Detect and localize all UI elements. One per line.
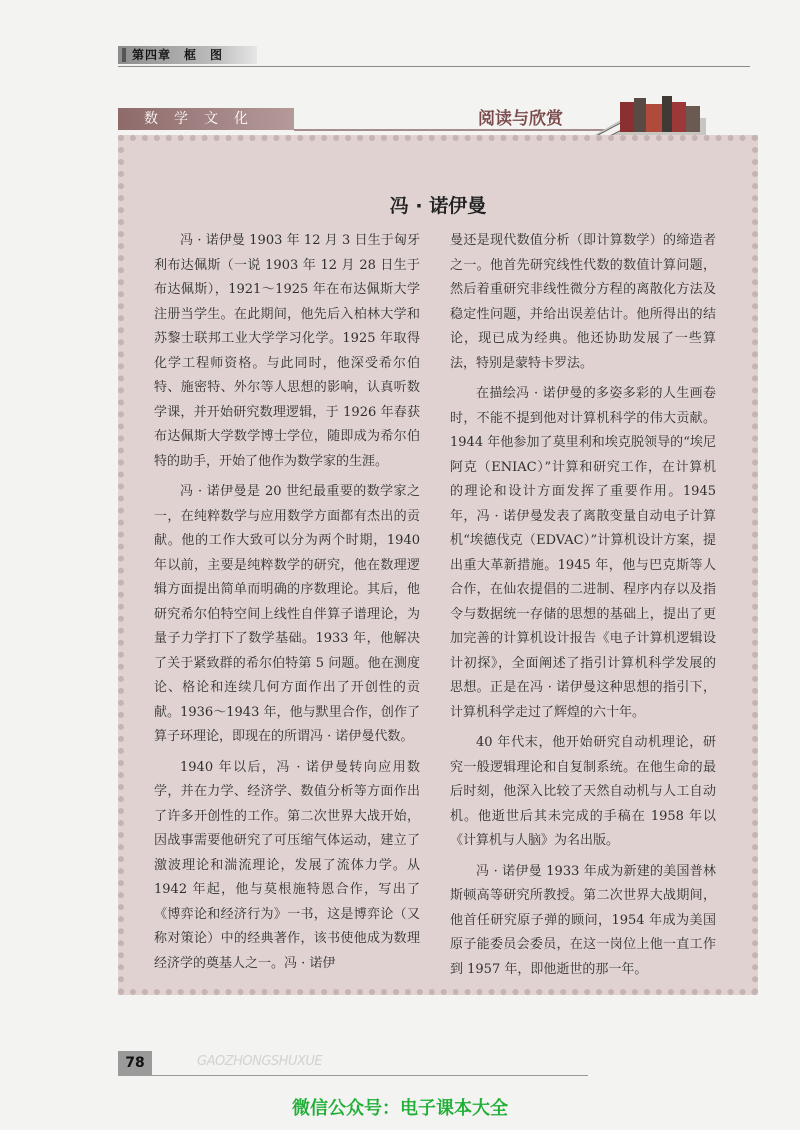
article-paragraph: 冯 · 诺伊曼 1933 年成为新建的美国普林斯顿高等研究所教授。第二次世界大战期间，他首任研究原子弹的顾问，1954 年成为美国原子能委员会委员，在这一岗位上他一直工作到 1957 年，即他逝世的那一年。: [450, 863, 716, 977]
page-number: 78: [118, 1051, 152, 1075]
article-title: 冯 · 诺伊曼: [389, 195, 487, 217]
chapter-header-bar: [118, 44, 750, 67]
section-left-label: 数学文化: [118, 108, 294, 130]
article-left-column: [154, 229, 420, 982]
brand-watermark: GAOZHONGSHUXUE: [197, 1054, 323, 1069]
wechat-watermark: 微信公众号：电子课本大全: [292, 1098, 508, 1119]
chapter-label: 第四章 框 图: [118, 46, 257, 64]
article-paragraph: 冯 · 诺伊曼是 20 世纪最重要的数学家之一，在纯粹数学与应用数学方面都有杰出的贡献。他的工作大致可以分为两个时期，1940 年以前，主要是纯粹数学的研究，他在数理逻辑方面提出简单而明确的序数理论。其后，他研究希尔伯特空间上线性自伴算子谱理论，为量子力学打下了数学基础。1933 年，他解决了关于紧致群的希尔伯特第 5 问题。他在测度论、格论和连续几何方面作出了开创性的贡献。1936～1943 年，他与默里合作，创作了算子环理论，即现在的所谓冯 · 诺伊曼代数。: [154, 484, 420, 744]
article-right-column: [450, 229, 716, 988]
article-card: [118, 135, 758, 995]
section-right-label: 阅读与欣赏: [478, 109, 563, 129]
article-paragraph: 冯 · 诺伊曼 1903 年 12 月 3 日生于匈牙利布达佩斯（一说 1903 年 12 月 28 日生于布达佩斯），1921～1925 年在布达佩斯大学注册当学生。在此期间，他先后入柏林大学和苏黎士联邦工业大学学习化学。1925 年取得化学工程师资格。与此同时，他深受希尔伯特、施密特、外尔等人思想的影响，认真听数学课，并开始研究数理逻辑，于 1926 年春获布达佩斯大学数学博士学位，随即成为希尔伯特的助手，开始了他作为数学家的生涯。: [154, 233, 420, 469]
article-paragraph: 在描绘冯 · 诺伊曼的多姿多彩的人生画卷时，不能不提到他对计算机科学的伟大贡献。1944 年他参加了莫里利和埃克脱领导的“埃尼阿克（ENIAC）”计算和研究工作，在计算机的理论和设计方面发挥了重要作用。1945 年，冯 · 诺伊曼发表了离散变量自动电子计算机“埃德伐克（EDVAC）”计算机设计方案，提出重大革新措施。1945 年，他与巴克斯等人合作，在仙农提倡的二进制、程序内存以及指令与数据统一存储的思想的基础上，提出了更加完善的计算机设计报告《电子计算机逻辑设计初探》，全面阐述了指引计算机科学发展的思想。正是在冯 · 诺伊曼这种思想的指引下，计算机科学走过了辉煌的六十年。: [450, 386, 716, 720]
article-paragraph: 40 年代末，他开始研究自动机理论，研究一般逻辑理论和自复制系统。在他生命的最后时刻，他深入比较了天然自动机与人工自动机。他逝世后其未完成的手稿在 1958 年以《计算机与人脑》为名出版。: [450, 735, 716, 848]
article-paragraph: 曼还是现代数值分析（即计算数学）的缔造者之一。他首先研究线性代数的数值计算问题，然后着重研究非线性微分方程的离散化方法及稳定性问题，并给出误差估计。他所得出的结论，现已成为经典。他还协助发展了一些算法，特别是蒙特卡罗法。: [450, 233, 716, 371]
article-paragraph: 1940 年以后，冯 · 诺伊曼转向应用数学，并在力学、经济学、数值分析等方面作出了许多开创性的工作。第二次世界大战开始，因战事需要他研究了可压缩气体运动，建立了激波理论和湍流理论，发展了流体力学。从 1942 年起，他与莫根施特恩合作，写出了《博弈论和经济行为》一书，这是博弈论（又称对策论）中的经典著作，该书使他成为数理经济学的奠基人之一。冯 · 诺伊: [154, 759, 420, 971]
footer-divider: [118, 1075, 588, 1076]
